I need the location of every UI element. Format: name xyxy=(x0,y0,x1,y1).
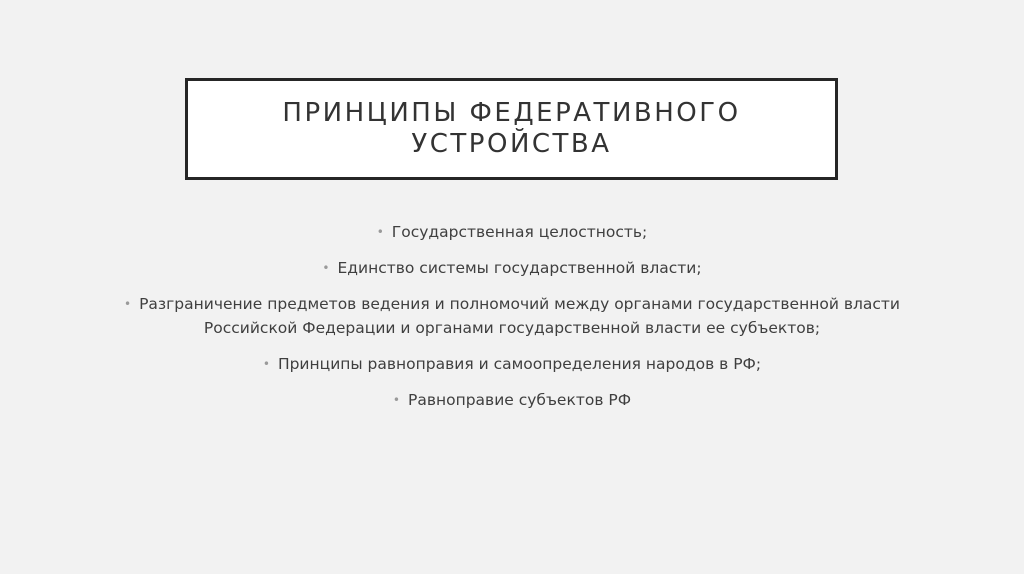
title-box xyxy=(185,78,838,180)
list-item xyxy=(120,292,904,340)
list-item xyxy=(120,256,904,280)
bullet-icon: • xyxy=(392,393,400,407)
list-item xyxy=(120,220,904,244)
list-item-text: Принципы равноправия и самоопределения народов в РФ; xyxy=(277,355,762,373)
list-item-text: Разграничение предметов ведения и полномочий между органами государственной власти Российской Федерации и органами государственной власти ее субъектов; xyxy=(139,295,900,337)
bullet-icon: • xyxy=(322,261,330,275)
bullet-list xyxy=(120,220,904,424)
list-item-text: Равноправие субъектов РФ xyxy=(407,391,632,409)
bullet-icon: • xyxy=(376,225,384,239)
list-item xyxy=(120,388,904,412)
list-item-text: Единство системы государственной власти; xyxy=(337,259,702,277)
list-item xyxy=(120,352,904,376)
list-item-text: Государственная целостность; xyxy=(391,223,648,241)
slide-title: ПРИНЦИПЫ ФЕДЕРАТИВНОГО УСТРОЙСТВА xyxy=(282,98,741,159)
bullet-icon: • xyxy=(262,357,270,371)
bullet-icon: • xyxy=(124,297,132,311)
